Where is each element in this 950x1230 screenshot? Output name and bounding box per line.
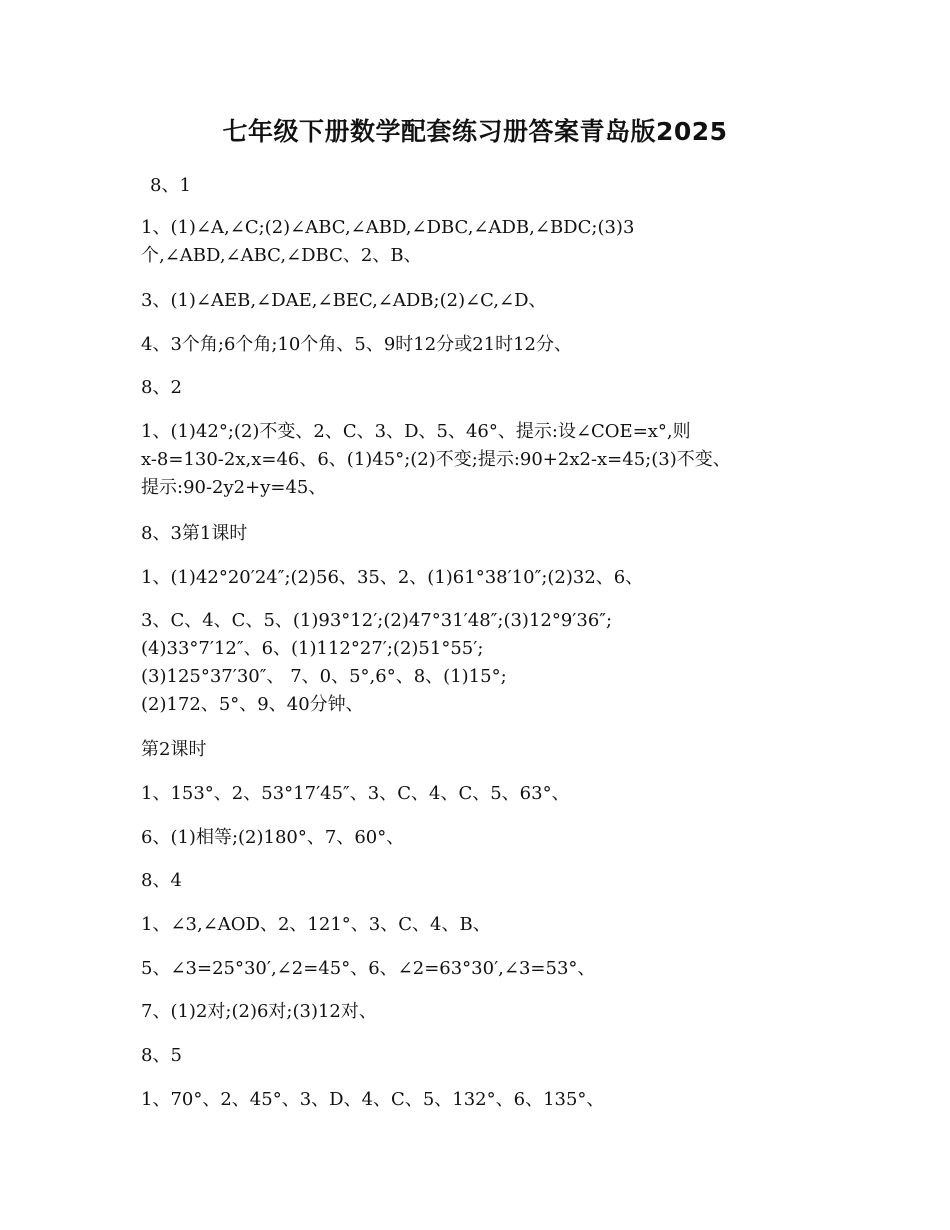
answer-paragraph (141, 998, 821, 1026)
answer-paragraph (141, 607, 821, 719)
text-line: 8、4 (141, 870, 182, 891)
text-line: 8、5 (141, 1045, 182, 1066)
section-heading-lesson-2 (141, 736, 821, 764)
text-line: 3、(1)∠AEB,∠DAE,∠BEC,∠ADB;(2)∠C,∠D、 (141, 290, 547, 311)
answer-paragraph (141, 911, 821, 939)
text-line: 1、(1)∠A,∠C;(2)∠ABC,∠ABD,∠DBC,∠ADB,∠BDC;(3)3 (141, 217, 635, 238)
answer-paragraph (141, 780, 821, 808)
text-line: (4)33°7′12″、6、(1)112°27′;(2)51°55′; (141, 638, 484, 659)
text-line: 1、153°、2、53°17′45″、3、C、4、C、5、63°、 (141, 783, 570, 804)
text-line: 7、(1)2对;(2)6对;(3)12对、 (141, 1001, 377, 1022)
text-line: x-8=130-2x,x=46、6、(1)45°;(2)不变;提示:90+2x2-x=45;(3)不变、 (141, 449, 731, 470)
section-heading-8-5 (141, 1042, 821, 1070)
text-line: (3)125°37′30″、 7、0、5°,6°、8、(1)15°; (141, 666, 507, 687)
answer-paragraph (141, 564, 821, 592)
text-line: 提示:90-2y2+y=45、 (141, 477, 327, 498)
section-heading-8-1 (150, 172, 830, 200)
document-title: 七年级下册数学配套练习册答案青岛版2025 (222, 117, 728, 146)
text-line: 第2课时 (141, 739, 207, 760)
answer-paragraph (141, 1086, 821, 1114)
text-line: 4、3个角;6个角;10个角、5、9时12分或21时12分、 (141, 334, 573, 355)
section-heading-8-2 (141, 374, 821, 402)
text-line: 6、(1)相等;(2)180°、7、60°、 (141, 827, 405, 848)
text-line: 8、2 (141, 377, 182, 398)
text-line: 1、70°、2、45°、3、D、4、C、5、132°、6、135°、 (141, 1089, 605, 1110)
answer-paragraph (141, 331, 821, 359)
answer-paragraph (141, 955, 821, 983)
text-line: 1、(1)42°20′24″;(2)56、35、2、(1)61°38′10″;(2)32、6、 (141, 567, 644, 588)
text-line: 5、∠3=25°30′,∠2=45°、6、∠2=63°30′,∠3=53°、 (141, 958, 596, 979)
text-line: 8、1 (150, 175, 191, 196)
text-line: 3、C、4、C、5、(1)93°12′;(2)47°31′48″;(3)12°9′36″; (141, 610, 613, 631)
text-line: 个,∠ABD,∠ABC,∠DBC、2、B、 (141, 245, 422, 266)
answer-paragraph (141, 214, 821, 270)
text-line: 1、∠3,∠AOD、2、121°、3、C、4、B、 (141, 914, 491, 935)
answer-paragraph (141, 287, 821, 315)
section-heading-8-3-lesson-1 (141, 520, 821, 548)
text-line: (2)172、5°、9、40分钟、 (141, 694, 364, 715)
answer-paragraph (141, 824, 821, 852)
section-heading-8-4 (141, 867, 821, 895)
text-line: 8、3第1课时 (141, 523, 248, 544)
text-line: 1、(1)42°;(2)不变、2、C、3、D、5、46°、提示:设∠COE=x°,则 (141, 421, 691, 442)
answer-paragraph (141, 418, 821, 502)
